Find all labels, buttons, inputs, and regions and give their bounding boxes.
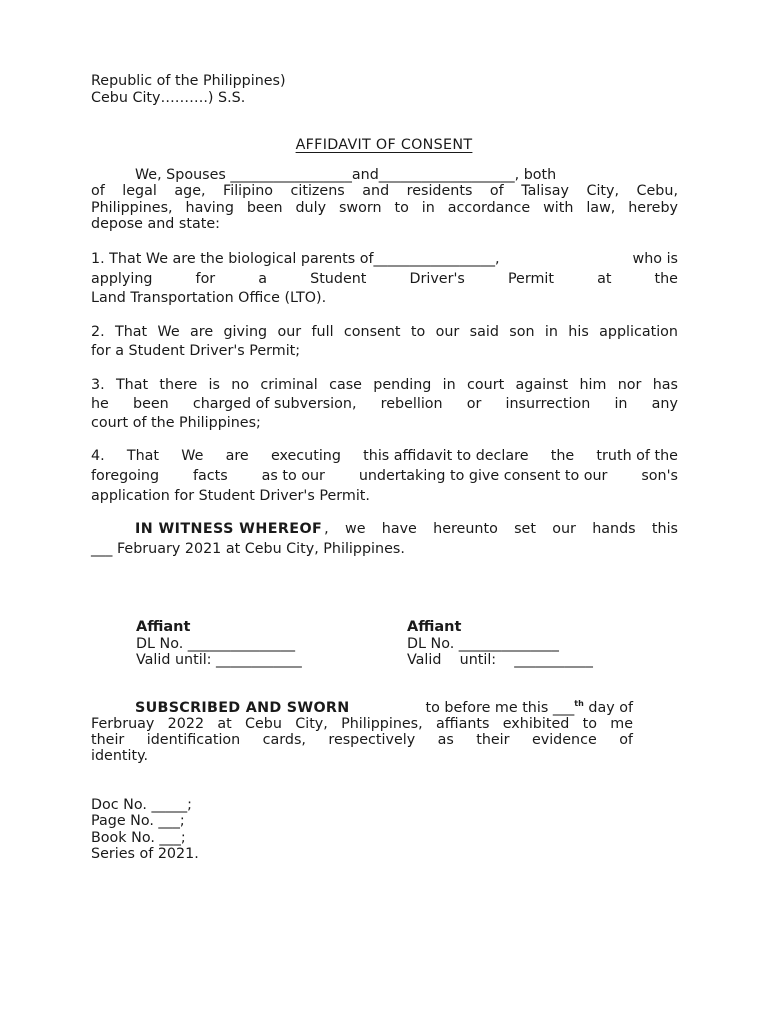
subscribed-line-2: [91, 716, 633, 733]
item-1-line-2-word: at: [597, 271, 612, 287]
affiant-block-1: [136, 619, 302, 669]
item-4-line-1-word: 4.: [91, 448, 105, 464]
subscribed-line-3-word: as: [437, 732, 454, 748]
item-1-line-2-word: for: [195, 271, 216, 287]
item-1-line-2-word: Permit: [507, 271, 554, 287]
affiant-1-dl: DL No. _______________: [136, 635, 296, 652]
subscribed-line-3-word: their: [91, 732, 125, 748]
item-3-line-2-word: insurrection: [505, 396, 591, 412]
notarial-doc: Doc No. _____;: [91, 797, 192, 813]
item-2-line-2: for a Student Driver's Permit;: [91, 343, 301, 359]
item-1-line-3: Land Transportation Office (LTO).: [91, 290, 327, 306]
witness-bold: IN WITNESS WHEREOF: [135, 521, 323, 537]
item-1-line-2: [91, 271, 678, 288]
item-4-line-1-word: are: [225, 448, 249, 464]
item-1-text-b: who is: [632, 251, 678, 267]
item-1-line-1: [91, 251, 678, 268]
item-2-line-1: [91, 324, 678, 341]
item-4-line-1-word: the: [550, 448, 575, 464]
item-1-line-2-word: a: [258, 271, 268, 287]
subscribed-line-3-word: respectively: [328, 732, 416, 748]
item-3-line-2-word: in: [614, 396, 628, 412]
affiant-block-2: [407, 619, 593, 669]
item-4-line-2-word: foregoing: [91, 468, 160, 484]
subscribed-rest-b: day of: [583, 700, 633, 716]
witness-line-1-wrap: [135, 521, 678, 538]
item-4-line-2-word: as to our: [261, 468, 325, 484]
subscribed-rest-a: to before me this ___: [425, 700, 575, 716]
subscribed-line-3-word: cards,: [262, 732, 306, 748]
item-4-line-2: [91, 468, 678, 485]
subscribed-line-4: identity.: [91, 748, 149, 764]
affiant-1-label: Affiant: [136, 619, 191, 635]
item-1-text-a: 1. That We are the biological parents of_________________,: [91, 251, 500, 267]
intro-line-2-text: of legal age, Filipino citizens and residents of Talisay City, Cebu,: [91, 183, 678, 199]
subscribed-bold: SUBSCRIBED AND SWORN: [135, 700, 350, 716]
item-4-line-2-word: son's: [641, 468, 678, 484]
item-3-line-2: [91, 396, 678, 413]
subscribed-line-3-word: of: [619, 732, 633, 748]
item-1-line-2-word: Driver's: [409, 271, 465, 287]
intro-line-4: depose and state:: [91, 216, 220, 232]
notarial-block: [91, 797, 199, 863]
subscribed-line-3-word: identification: [146, 732, 241, 748]
witness-line-1: [135, 521, 678, 538]
document-title: AFFIDAVIT OF CONSENT: [295, 137, 473, 153]
notarial-page: Page No. ___;: [91, 813, 185, 830]
intro-line-3: [91, 200, 678, 217]
item-1-line-2-word: Student: [310, 271, 367, 287]
item-1-line-2-word: the: [654, 271, 678, 287]
item-4-line-1-word: We: [181, 448, 204, 464]
item-3-line-2-word: rebellion: [380, 396, 443, 412]
item-3-line-1: [91, 377, 678, 394]
item-4-line-1-word: this affidavit to declare: [363, 448, 529, 464]
affiant-1-valid: Valid until: ____________: [136, 652, 302, 668]
subscribed-line-1: [135, 700, 633, 717]
subscribed-line-3-word: evidence: [531, 732, 597, 748]
subscribed-sup: th: [574, 699, 584, 709]
venue-republic: Republic of the Philippines): [91, 73, 286, 89]
affiant-2-valid: Valid until: ___________: [407, 652, 593, 668]
item-3-line-2-word: any: [651, 396, 678, 412]
affiant-2-dl: DL No. ______________: [407, 635, 559, 652]
item-3-line-2-word: been: [133, 396, 169, 412]
subscribed-line-3: [91, 732, 633, 749]
witness-rest: , we have hereunto set our hands this: [324, 521, 678, 537]
item-4-line-1-word: truth of the: [596, 448, 678, 464]
item-3-text: 3. That there is no criminal case pending in court against him nor has: [91, 377, 678, 393]
subscribed-line-3-word: their: [476, 732, 510, 748]
notarial-book: Book No. ___;: [91, 829, 186, 846]
intro-line-1: We, Spouses _________________and___________________, both: [135, 167, 557, 183]
item-3-line-2-word: he: [91, 396, 109, 412]
subscribed-rest: [350, 700, 634, 717]
item-4-line-1-word: executing: [270, 448, 341, 464]
item-3-line-2-word: charged of subversion,: [192, 396, 357, 412]
item-3-line-3: court of the Philippines;: [91, 415, 261, 431]
item-4-line-2-word: facts: [192, 468, 228, 484]
item-4-line-3: application for Student Driver's Permit.: [91, 488, 370, 504]
intro-line-3-text: Philippines, having been duly sworn to in accordance with law, hereby: [91, 200, 678, 216]
subscribed-line-2-text: Ferbruay 2022 at Cebu City, Philippines, affiants exhibited to me: [91, 716, 633, 732]
witness-line-2: ___ February 2021 at Cebu City, Philippines.: [91, 541, 405, 557]
affiant-2-label: Affiant: [407, 619, 462, 635]
intro-line-2: [91, 183, 678, 200]
item-4-line-1: [91, 448, 678, 465]
item-4-line-1-word: That: [126, 448, 160, 464]
item-2-text: 2. That We are giving our full consent to our said son in his application: [91, 324, 678, 340]
item-1-line-2-word: applying: [91, 271, 153, 287]
item-4-line-2-word: undertaking to give consent to our: [358, 468, 608, 484]
item-3-line-2-word: or: [466, 396, 482, 412]
venue-city: Cebu City……….) S.S.: [91, 90, 246, 106]
notarial-series: Series of 2021.: [91, 846, 199, 863]
